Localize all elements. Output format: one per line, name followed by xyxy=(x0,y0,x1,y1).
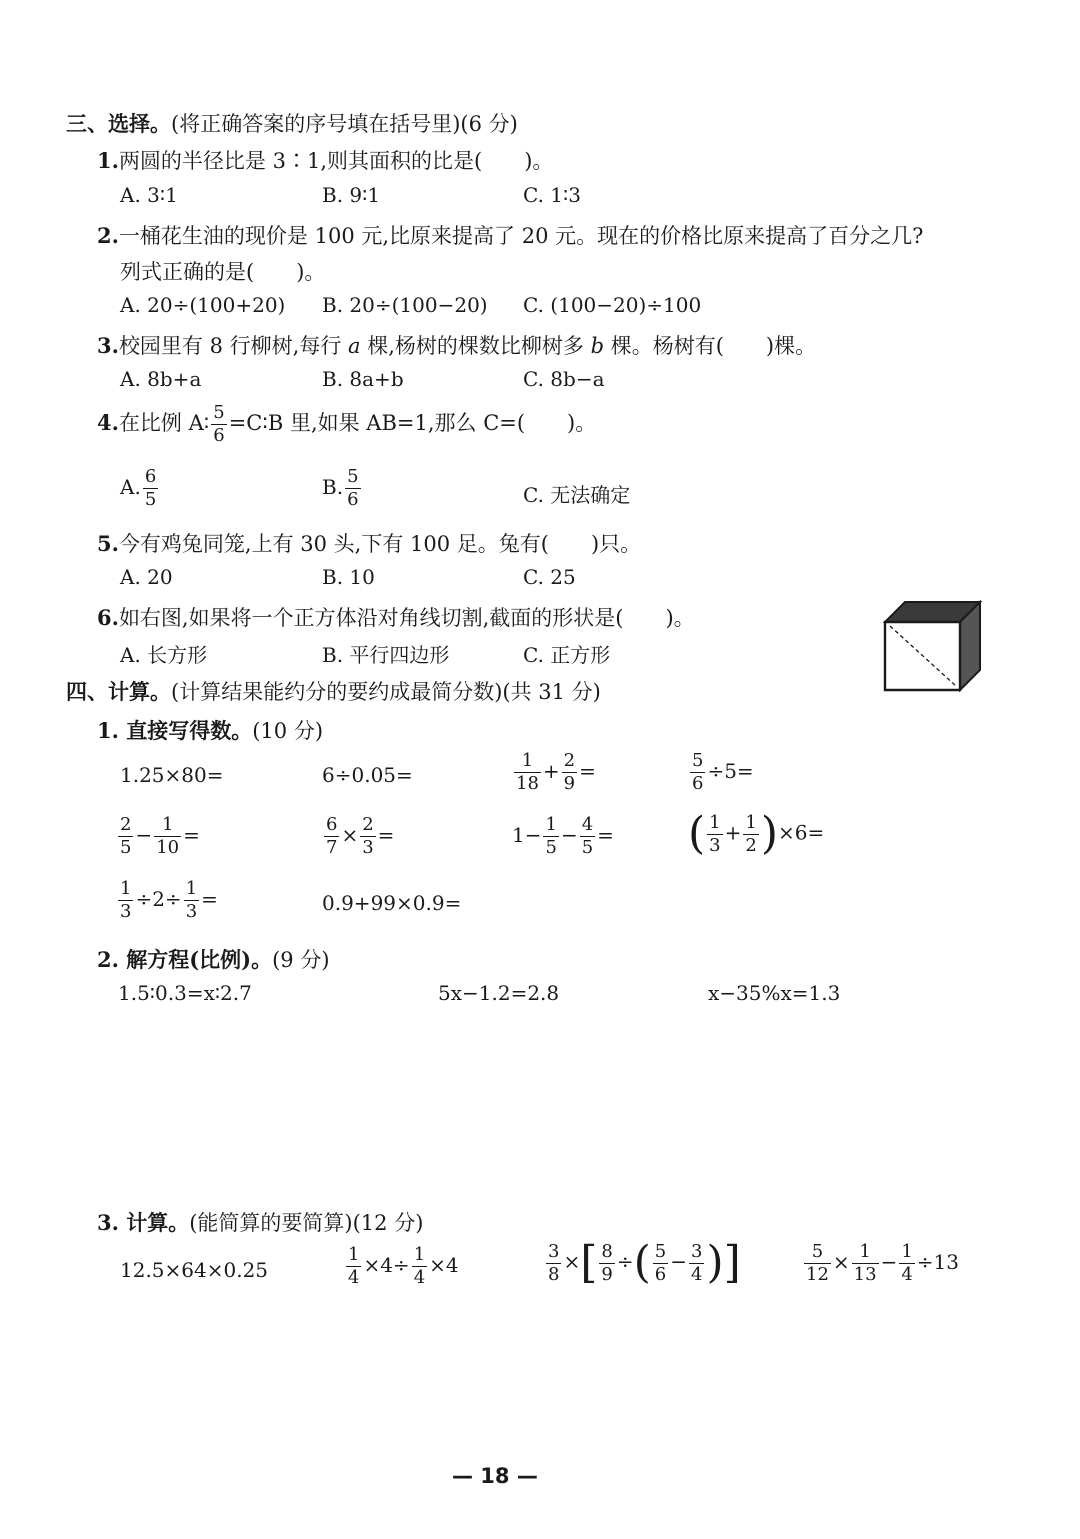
fraction xyxy=(689,1240,704,1285)
open-bracket: [ xyxy=(580,1237,598,1288)
denominator: 6 xyxy=(654,1263,667,1285)
section3-title: 三、选择。 xyxy=(66,111,171,136)
numerator: 6 xyxy=(144,466,157,487)
section4-title: 四、计算。 xyxy=(66,679,171,704)
fraction xyxy=(154,816,181,857)
question-number: 4. xyxy=(97,410,119,435)
fraction xyxy=(211,404,226,445)
question-6 xyxy=(97,602,695,632)
equation-3: x−35%x=1.3 xyxy=(708,981,841,1005)
denominator: 13 xyxy=(853,1264,877,1285)
question-number: 3. xyxy=(97,333,119,358)
numerator: 1 xyxy=(348,1244,360,1265)
close-paren: ) xyxy=(760,808,779,859)
question-3 xyxy=(97,330,816,360)
numerator: 1 xyxy=(709,811,721,833)
fraction xyxy=(345,468,360,509)
expr-3 xyxy=(512,752,596,793)
option-prefix: B. xyxy=(322,475,344,499)
part3-note: (能简算的要简算)(12 分) xyxy=(189,1211,424,1235)
fraction xyxy=(118,816,133,857)
fraction xyxy=(184,880,199,921)
page-number: — 18 — xyxy=(452,1464,538,1488)
equals-sign: = xyxy=(597,823,614,847)
denominator: 6 xyxy=(213,425,225,446)
numerator: 1 xyxy=(745,811,757,833)
question-4 xyxy=(97,404,596,445)
denominator: 5 xyxy=(581,837,594,858)
denominator: 4 xyxy=(413,1267,426,1288)
expr-2: 6÷0.05= xyxy=(322,763,413,787)
question-text-part: 校园里有 8 行柳树,每行 xyxy=(118,334,348,358)
expr-10: 0.9+99×0.9= xyxy=(322,891,462,915)
fraction xyxy=(118,880,133,921)
fraction xyxy=(543,816,558,857)
open-paren: ( xyxy=(688,808,706,859)
equals-sign: = xyxy=(201,887,218,911)
fraction xyxy=(546,1240,561,1285)
equals-sign: = xyxy=(183,823,200,847)
q3-option-b: B. 8a+b xyxy=(322,367,404,391)
operator: − xyxy=(670,1249,687,1274)
fraction xyxy=(653,1240,668,1285)
q6-option-b: B. 平行四边形 xyxy=(322,643,450,667)
part2-title: 2. 解方程(比例)。 xyxy=(97,947,273,972)
cube-diagram xyxy=(883,600,983,692)
denominator: 4 xyxy=(691,1263,703,1285)
numerator: 2 xyxy=(563,750,576,771)
q1-option-b: B. 9∶1 xyxy=(322,183,381,207)
operator: + xyxy=(542,759,560,783)
fraction xyxy=(580,816,595,857)
q5-option-a: A. 20 xyxy=(120,565,173,589)
equation-2: 5x−1.2=2.8 xyxy=(438,981,560,1005)
numerator: 3 xyxy=(691,1240,703,1262)
question-number: 2. xyxy=(97,223,119,248)
fraction xyxy=(743,811,758,856)
q1-option-c: C. 1∶3 xyxy=(523,183,581,207)
question-number: 6. xyxy=(97,605,119,630)
expr-5 xyxy=(116,816,200,857)
section3-note: (将正确答案的序号填在括号里)(6 分) xyxy=(171,112,518,136)
question-2-line2: 列式正确的是( )。 xyxy=(120,260,326,284)
numerator: 1 xyxy=(154,816,181,837)
equals-sign: = xyxy=(377,823,395,847)
fraction xyxy=(324,816,339,857)
denominator: 3 xyxy=(120,901,132,922)
operator: ÷ xyxy=(616,1249,634,1274)
expr-9 xyxy=(116,880,218,921)
numerator: 5 xyxy=(347,466,359,487)
part3-heading xyxy=(97,1207,423,1237)
calc-1: 12.5×64×0.25 xyxy=(120,1258,269,1282)
fraction xyxy=(690,752,705,793)
part1-heading xyxy=(97,715,323,745)
q2-option-b: B. 20÷(100−20) xyxy=(322,293,488,317)
question-text: 一桶花生油的现价是 100 元,比原来提高了 20 元。现在的价格比原来提高了百分之几? xyxy=(118,224,924,248)
q6-option-a: A. 长方形 xyxy=(120,643,208,667)
numerator: 1 xyxy=(120,878,132,899)
fraction xyxy=(360,816,375,857)
fraction xyxy=(412,1246,427,1287)
operator: ÷2÷ xyxy=(135,887,182,911)
q4-option-b xyxy=(322,468,363,509)
section4-heading xyxy=(66,676,601,706)
denominator: 5 xyxy=(120,837,132,858)
denominator: 9 xyxy=(563,773,576,794)
numerator: 4 xyxy=(581,814,594,835)
denominator: 3 xyxy=(709,834,721,856)
variable-a: a xyxy=(348,334,361,358)
operator: − xyxy=(880,1250,898,1274)
denominator: 7 xyxy=(326,837,338,858)
denominator: 10 xyxy=(156,837,180,858)
fraction xyxy=(143,468,158,509)
numerator: 5 xyxy=(804,1243,831,1264)
option-prefix: A. xyxy=(120,475,141,499)
numerator: 6 xyxy=(326,814,338,835)
denominator: 3 xyxy=(362,837,374,858)
operator: + xyxy=(724,820,742,845)
denominator: 18 xyxy=(516,773,539,794)
close-paren: ) xyxy=(706,1237,724,1288)
numerator: 2 xyxy=(362,814,374,835)
q5-option-b: B. 10 xyxy=(322,565,375,589)
expr-8 xyxy=(688,808,825,859)
numerator: 1 xyxy=(514,752,541,773)
fraction xyxy=(899,1243,914,1284)
denominator: 5 xyxy=(545,837,557,858)
fraction xyxy=(852,1243,879,1284)
numerator: 2 xyxy=(120,814,132,835)
question-2 xyxy=(97,220,923,250)
q6-option-c: C. 正方形 xyxy=(523,643,611,667)
denominator: 2 xyxy=(745,834,757,856)
operator: − xyxy=(560,823,578,847)
q3-option-a: A. 8b+a xyxy=(120,367,202,391)
question-text: 两圆的半径比是 3∶1,则其面积的比是( )。 xyxy=(118,149,554,173)
variable-b: b xyxy=(590,334,605,358)
close-bracket: ] xyxy=(723,1237,741,1288)
question-text-part: =C∶B 里,如果 AB=1,那么 C=( )。 xyxy=(228,411,597,435)
equals-sign: = xyxy=(579,759,596,783)
denominator: 4 xyxy=(901,1264,913,1285)
numerator: 1 xyxy=(545,814,557,835)
numerator: 5 xyxy=(213,402,225,423)
denominator: 8 xyxy=(548,1263,560,1285)
part3-title: 3. 计算。 xyxy=(97,1210,190,1235)
section4-note: (计算结果能约分的要约成最简分数)(共 31 分) xyxy=(171,680,601,704)
numerator: 8 xyxy=(601,1240,613,1262)
operator: − xyxy=(135,823,153,847)
question-text: 如右图,如果将一个正方体沿对角线切割,截面的形状是( )。 xyxy=(118,606,695,630)
q2-option-c: C. (100−20)÷100 xyxy=(523,293,702,317)
operator: × xyxy=(832,1250,850,1274)
fraction xyxy=(514,752,541,793)
denominator: 5 xyxy=(144,489,157,510)
calc-4 xyxy=(802,1243,959,1284)
expression-tail: ×6= xyxy=(778,820,825,845)
question-text-part: 棵,杨树的棵数比柳树多 xyxy=(360,334,591,358)
numerator: 1 xyxy=(901,1241,913,1262)
q4-option-c: C. 无法确定 xyxy=(523,483,631,507)
denominator: 4 xyxy=(348,1267,360,1288)
part2-score: (9 分) xyxy=(272,948,330,972)
question-text: 今有鸡兔同笼,上有 30 头,下有 100 足。兔有( )只。 xyxy=(118,532,642,556)
numerator: 1 xyxy=(413,1244,426,1265)
question-number: 5. xyxy=(97,531,119,556)
open-paren: ( xyxy=(633,1237,651,1288)
denominator: 3 xyxy=(185,901,198,922)
numerator: 5 xyxy=(692,750,704,771)
numerator: 5 xyxy=(654,1240,667,1262)
question-number: 1. xyxy=(97,148,119,173)
q4-option-a xyxy=(120,468,160,509)
expr-1: 1.25×80= xyxy=(120,763,224,787)
operator: × xyxy=(341,823,359,847)
expression-tail: ÷5= xyxy=(707,759,754,783)
equation-1: 1.5∶0.3=x∶2.7 xyxy=(118,981,252,1005)
operator: × xyxy=(563,1249,581,1274)
operator: ×4÷ xyxy=(363,1253,410,1277)
numerator: 1 xyxy=(185,878,198,899)
question-1 xyxy=(97,145,553,175)
fraction xyxy=(599,1240,614,1285)
fraction xyxy=(562,752,577,793)
part1-score: (10 分) xyxy=(252,719,324,743)
fraction xyxy=(346,1246,361,1287)
numerator: 1 xyxy=(852,1243,879,1264)
denominator: 6 xyxy=(692,773,704,794)
expr-6 xyxy=(322,816,394,857)
question-text-part: 在比例 A∶ xyxy=(118,411,210,435)
fraction xyxy=(804,1243,831,1284)
q2-option-a: A. 20÷(100+20) xyxy=(120,293,286,317)
expr-7 xyxy=(512,816,614,857)
section3-heading xyxy=(66,108,518,138)
expression-tail: ×4 xyxy=(429,1253,459,1277)
fraction xyxy=(707,811,722,856)
question-text-part: 棵。杨树有( )棵。 xyxy=(604,334,817,358)
expression-lead: 1− xyxy=(512,823,542,847)
numerator: 3 xyxy=(548,1240,560,1262)
denominator: 9 xyxy=(601,1263,613,1285)
q5-option-c: C. 25 xyxy=(523,565,576,589)
q1-option-a: A. 3∶1 xyxy=(120,183,178,207)
part2-heading xyxy=(97,944,330,974)
part1-title: 1. 直接写得数。 xyxy=(97,718,253,743)
q3-option-c: C. 8b−a xyxy=(523,367,605,391)
question-5 xyxy=(97,528,641,558)
expression-tail: ÷13 xyxy=(916,1250,960,1274)
denominator: 6 xyxy=(347,489,359,510)
expr-4 xyxy=(688,752,754,793)
calc-3 xyxy=(544,1237,741,1288)
calc-2 xyxy=(344,1246,459,1287)
denominator: 12 xyxy=(806,1264,829,1285)
